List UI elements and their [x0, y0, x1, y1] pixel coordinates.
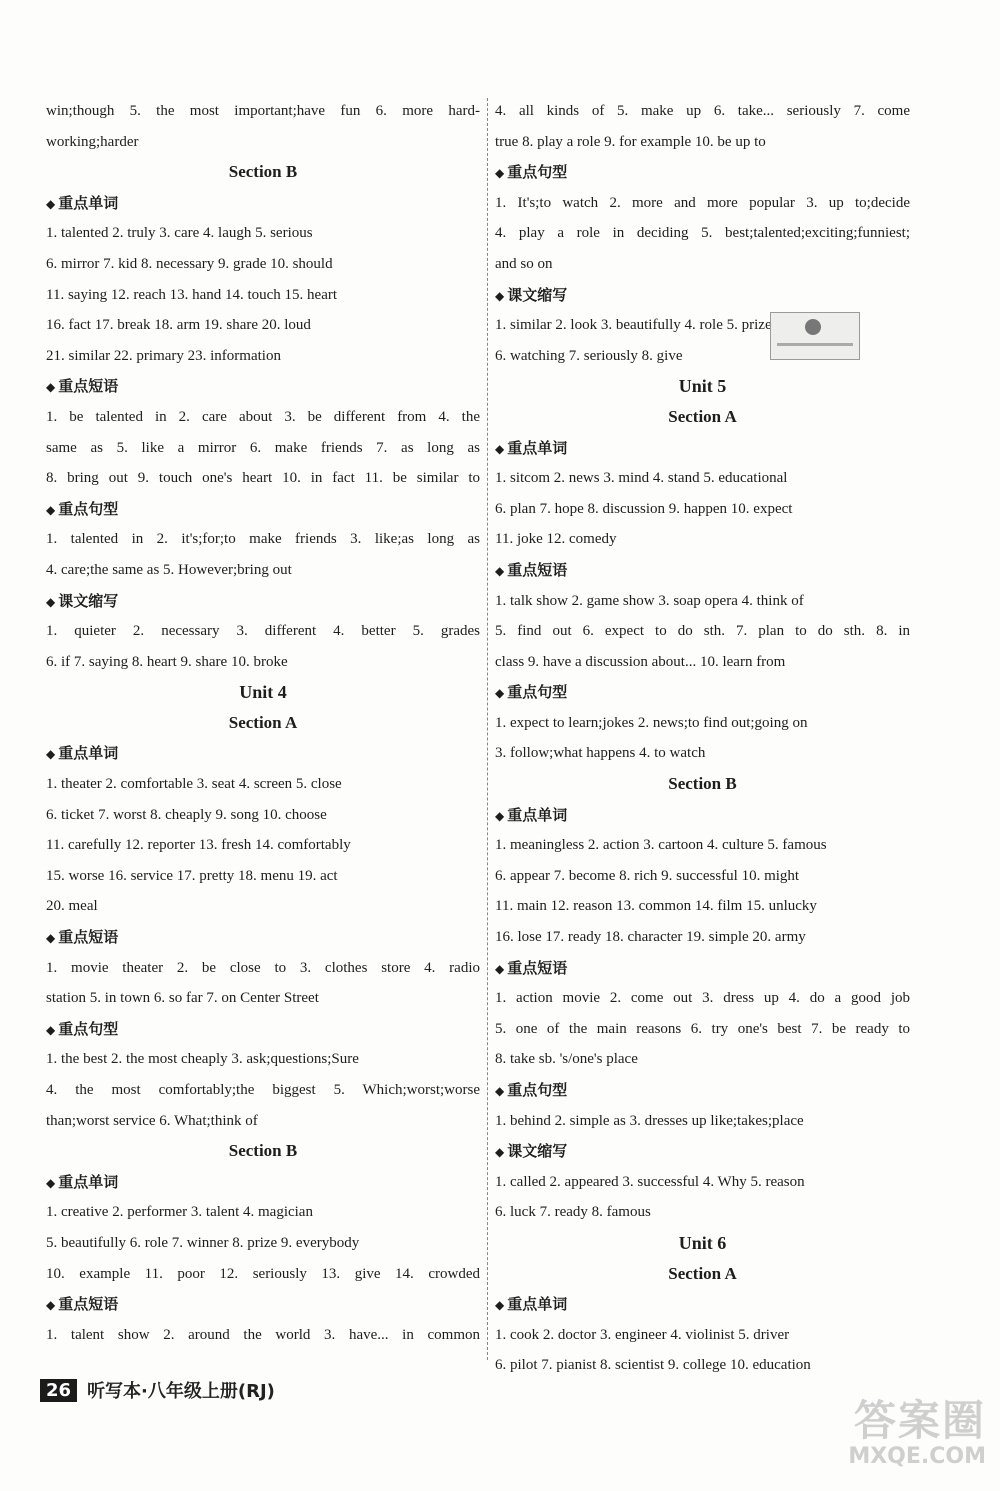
- diamond-bullet-icon: ◆: [46, 594, 56, 609]
- diamond-bullet-icon: ◆: [46, 931, 56, 946]
- diamond-bullet-icon: ◆: [495, 1084, 505, 1098]
- watermark-main: 答案圈: [853, 1396, 986, 1445]
- heading-text: 重点句型: [58, 1019, 119, 1038]
- answer-line: 1. behind 2. simple as 3. dresses up like;takes;place: [495, 1112, 804, 1129]
- diamond-bullet-icon: ◆: [46, 1022, 56, 1037]
- heading-text: 重点单词: [58, 1172, 119, 1191]
- answer-line: true 8. play a role 9. for example 10. be up to: [495, 133, 766, 150]
- section-title: Section A: [668, 1263, 737, 1283]
- book-title: 听写本·八年级上册(RJ): [87, 1381, 275, 1402]
- unit-title: Unit 4: [239, 682, 287, 703]
- answer-line: 6. appear 7. become 8. rich 9. successful 10. might: [495, 867, 800, 884]
- page-footer: [40, 1376, 275, 1404]
- answer-line: 6. if 7. saying 8. heart 9. share 10. broke: [46, 653, 288, 670]
- section-heading: [495, 280, 910, 311]
- section-heading: [495, 800, 910, 831]
- heading-text: 重点句型: [507, 1081, 568, 1099]
- section-heading: [46, 586, 480, 617]
- section-title: Section B: [668, 774, 737, 794]
- answer-line: 1. sitcom 2. news 3. mind 4. stand 5. educational: [495, 470, 788, 487]
- answer-line: 1. talented 2. truly 3. care 4. laugh 5. serious: [46, 225, 313, 242]
- answer-line: 1. It's;to watch 2. more and more popular 3. up to;decide: [495, 194, 910, 211]
- unit-title: Unit 5: [678, 376, 727, 397]
- section-heading: [495, 433, 910, 464]
- heading-text: 重点单词: [507, 805, 568, 824]
- section-title: Section A: [668, 406, 737, 426]
- watermark-site: MXQE.COM: [848, 1444, 986, 1469]
- diamond-bullet-icon: ◆: [495, 961, 505, 976]
- section-heading: [46, 1289, 480, 1320]
- answer-line: win;though 5. the most important;have fun 6. more hard-: [46, 103, 480, 119]
- section-title: Section B: [228, 1141, 298, 1161]
- answer-line: 1. talk show 2. game show 3. soap opera 4. think of: [495, 592, 804, 609]
- section-heading: [495, 555, 910, 586]
- heading-text: 重点单词: [507, 438, 568, 457]
- section-heading: [495, 677, 910, 708]
- diamond-bullet-icon: ◆: [46, 502, 56, 517]
- answer-line: 6. pilot 7. pianist 8. scientist 9. college 10. education: [495, 1357, 811, 1374]
- heading-text: 课文缩写: [507, 1142, 568, 1161]
- page-number: 26: [40, 1379, 77, 1402]
- answer-line: 1. cook 2. doctor 3. engineer 4. violinist 5. driver: [495, 1326, 790, 1343]
- heading-text: 重点单词: [58, 744, 119, 763]
- answer-line: 5. beautifully 6. role 7. winner 8. prize 9. everybody: [46, 1234, 360, 1251]
- section-heading: [495, 953, 910, 984]
- section-heading: [46, 188, 480, 219]
- section-heading: [495, 1136, 910, 1167]
- answer-line: class 9. have a discussion about... 10. learn from: [495, 653, 786, 670]
- diamond-bullet-icon: ◆: [495, 1145, 505, 1160]
- answer-line: 10. example 11. poor 12. seriously 13. give 14. crowded: [46, 1265, 480, 1282]
- answer-line: 1. similar 2. look 3. beautifully 4. role 5. prize: [495, 317, 772, 334]
- answer-line: 5. find out 6. expect to do sth. 7. plan to do sth. 8. in: [495, 623, 910, 640]
- answer-line: 1. talent show 2. around the world 3. have... in common: [46, 1326, 480, 1343]
- section-heading: [46, 1167, 480, 1198]
- diamond-bullet-icon: ◆: [495, 808, 505, 823]
- answer-line: station 5. in town 6. so far 7. on Center Street: [46, 990, 319, 1007]
- answer-line: 21. similar 22. primary 23. information: [46, 347, 281, 364]
- answer-line: 1. be talented in 2. care about 3. be different from 4. the: [46, 408, 480, 425]
- answer-line: 4. care;the same as 5. However;bring out: [46, 561, 292, 578]
- answer-line: 1. creative 2. performer 3. talent 4. magician: [46, 1204, 313, 1221]
- answer-line: 3. follow;what happens 4. to watch: [495, 745, 706, 762]
- section-heading: [495, 1075, 910, 1106]
- answer-line: 1. meaningless 2. action 3. cartoon 4. culture 5. famous: [495, 837, 827, 854]
- section-heading: [495, 1289, 910, 1320]
- left-column: [46, 96, 480, 1350]
- section-heading: [46, 371, 480, 402]
- heading-text: 重点短语: [58, 928, 119, 947]
- answer-line: 11. main 12. reason 13. common 14. film 15. unlucky: [495, 898, 817, 915]
- answer-line: and so on: [495, 255, 553, 272]
- diamond-bullet-icon: ◆: [46, 747, 56, 762]
- answer-line: 15. worse 16. service 17. pretty 18. menu 19. act: [46, 867, 338, 884]
- heading-text: 课文缩写: [507, 285, 568, 304]
- diamond-bullet-icon: ◆: [495, 441, 505, 456]
- diamond-bullet-icon: ◆: [495, 166, 505, 181]
- section-heading: [46, 494, 480, 525]
- diamond-bullet-icon: ◆: [46, 196, 56, 211]
- diamond-bullet-icon: ◆: [495, 686, 505, 701]
- answer-line: 8. take sb. 's/one's place: [495, 1051, 638, 1068]
- diamond-bullet-icon: ◆: [46, 380, 56, 395]
- heading-text: 重点句型: [58, 499, 119, 518]
- answer-line: than;worst service 6. What;think of: [46, 1112, 258, 1129]
- answer-line: 20. meal: [46, 898, 98, 915]
- answer-line: 4. the most comfortably;the biggest 5. Which;worst;worse: [46, 1082, 480, 1098]
- answer-line: 1. talented in 2. it's;for;to make friends 3. like;as long as: [46, 531, 480, 548]
- heading-text: 重点句型: [507, 683, 568, 702]
- answer-line: 1. theater 2. comfortable 3. seat 4. screen 5. close: [46, 776, 342, 793]
- answer-line: 1. the best 2. the most cheaply 3. ask;questions;Sure: [46, 1051, 359, 1068]
- answer-line: 8. bring out 9. touch one's heart 10. in fact 11. be similar to: [46, 470, 480, 487]
- answer-line: 11. saying 12. reach 13. hand 14. touch 15. heart: [46, 286, 338, 303]
- answer-line: 1. quieter 2. necessary 3. different 4. better 5. grades: [46, 623, 480, 640]
- answer-line: 6. watching 7. seriously 8. give: [495, 347, 683, 364]
- diamond-bullet-icon: ◆: [46, 1175, 56, 1190]
- answer-line: 6. luck 7. ready 8. famous: [495, 1204, 651, 1221]
- answer-line: 11. joke 12. comedy: [495, 531, 617, 548]
- section-heading: [46, 1014, 480, 1045]
- heading-text: 重点短语: [507, 958, 568, 977]
- answer-line: 16. lose 17. ready 18. character 19. simple 20. army: [495, 929, 806, 946]
- answer-line: 4. all kinds of 5. make up 6. take... seriously 7. come: [495, 103, 910, 119]
- heading-text: 重点句型: [507, 163, 568, 182]
- answer-line: 6. plan 7. hope 8. discussion 9. happen 10. expect: [495, 500, 793, 517]
- heading-text: 重点短语: [507, 560, 568, 579]
- answer-line: same as 5. like a mirror 6. make friends 7. as long as: [46, 439, 480, 456]
- column-divider: [487, 98, 488, 1360]
- answer-line: 11. carefully 12. reporter 13. fresh 14. comfortably: [46, 837, 351, 854]
- answer-line: working;harder: [46, 133, 139, 150]
- diamond-bullet-icon: ◆: [495, 1298, 505, 1313]
- diamond-bullet-icon: ◆: [46, 1298, 56, 1313]
- section-title: Section A: [228, 712, 298, 732]
- diamond-bullet-icon: ◆: [495, 288, 505, 303]
- right-column: [495, 96, 910, 1381]
- diamond-bullet-icon: ◆: [495, 563, 505, 578]
- section-heading: [46, 738, 480, 769]
- answer-line: 1. expect to learn;jokes 2. news;to find out;going on: [495, 714, 808, 731]
- answer-line: 4. play a role in deciding 5. best;talented;exciting;funniest;: [495, 225, 910, 242]
- heading-text: 重点单词: [507, 1295, 568, 1314]
- section-heading: [46, 922, 480, 953]
- section-heading: [495, 157, 910, 188]
- stamp-image: [770, 312, 860, 360]
- answer-line: 1. called 2. appeared 3. successful 4. Why 5. reason: [495, 1173, 805, 1190]
- section-title: Section B: [228, 162, 298, 182]
- answer-line: 5. one of the main reasons 6. try one's best 7. be ready to: [495, 1020, 910, 1037]
- heading-text: 重点单词: [58, 193, 119, 212]
- answer-line: 1. movie theater 2. be close to 3. clothes store 4. radio: [46, 959, 480, 976]
- answer-line: 16. fact 17. break 18. arm 19. share 20. loud: [46, 317, 311, 334]
- heading-text: 重点短语: [58, 377, 119, 396]
- answer-line: 6. ticket 7. worst 8. cheaply 9. song 10. choose: [46, 806, 327, 823]
- heading-text: 重点短语: [58, 1295, 119, 1314]
- unit-title: Unit 6: [678, 1232, 727, 1253]
- answer-line: 6. mirror 7. kid 8. necessary 9. grade 10. should: [46, 255, 333, 272]
- watermark-logo: [826, 1398, 986, 1470]
- heading-text: 课文缩写: [58, 591, 119, 610]
- answer-line: 1. action movie 2. come out 3. dress up 4. do a good job: [495, 990, 910, 1007]
